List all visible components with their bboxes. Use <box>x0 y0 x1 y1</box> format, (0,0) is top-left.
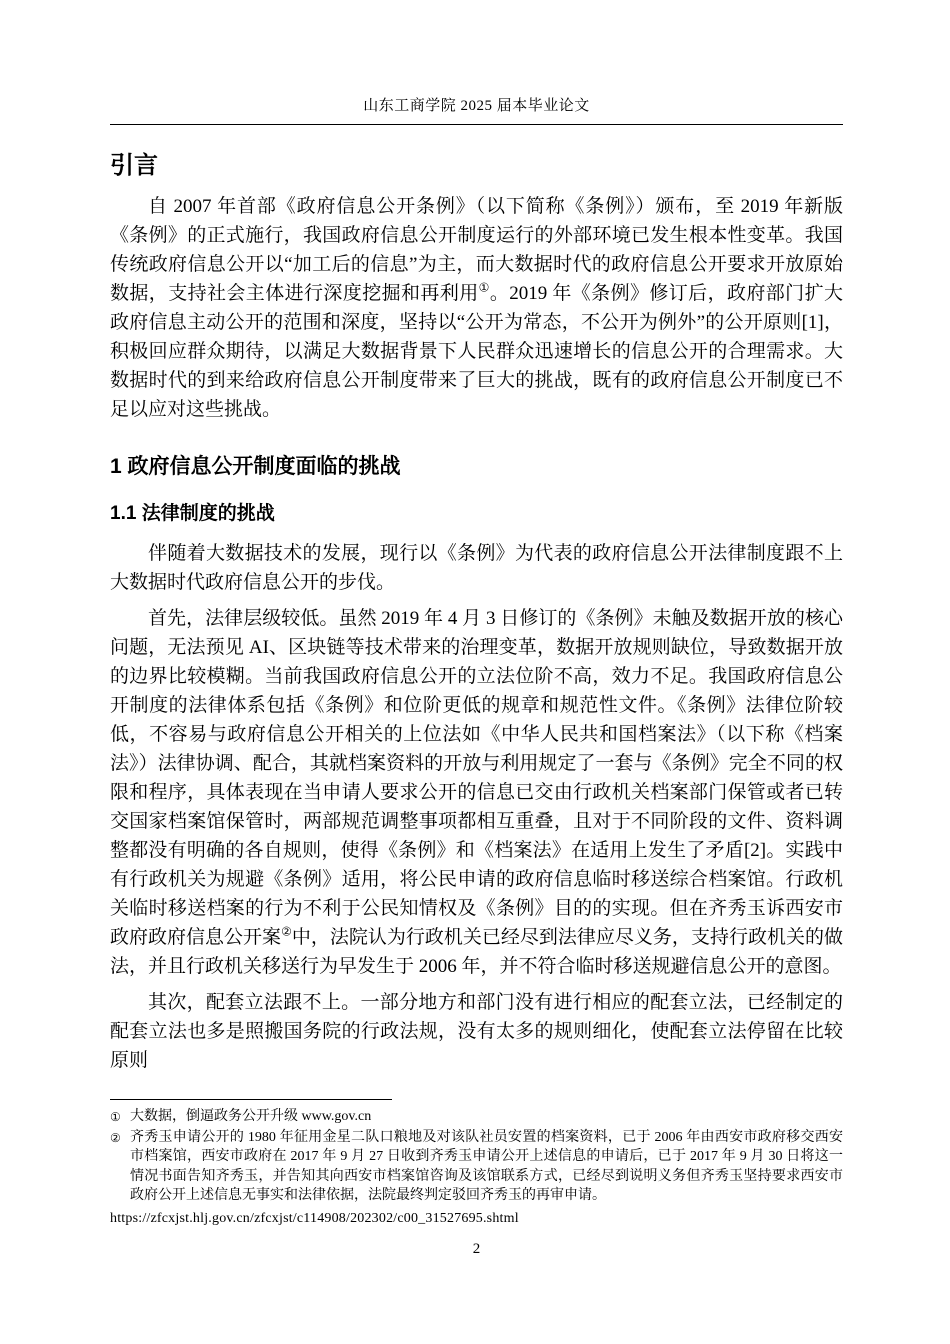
footnote-url-link[interactable]: https://zfcxjst.hlj.gov.cn/zfcxjst/c114908/202302/c00_31527695.shtml <box>110 1210 519 1226</box>
paragraph-text: 中，法院认为行政机关已经尽到法律应尽义务，支持行政机关的做法，并且行政机关移送行为早发生于 2006 年，并不符合临时移送规避信息公开的意图。 <box>110 927 843 977</box>
footnote-separator-rule <box>110 1099 392 1100</box>
footnote-marker: ② <box>110 1130 121 1145</box>
footnote-ref-1: ① <box>478 280 490 295</box>
header-title: 山东工商学院 2025 届本毕业论文 <box>363 98 590 114</box>
paragraph-text: 。2019 年《条例》修订后，政府部门扩大政府信息主动公开的范围和深度，坚持以“公开为常态，不公开为例外”的公开原则[1]，积极回应群众期待，以满足大数据背景下人民群众迅速增长的信息公开的合理需求。大数据时代的到来给政府信息公开制度带来了巨大的挑战，既有的政府信息公开制度已不足以应对这些挑战。 <box>110 283 843 420</box>
footnote-marker: ① <box>110 1110 121 1124</box>
footnote-ref-2: ② <box>281 924 292 939</box>
footnote-item <box>110 1107 843 1128</box>
intro-heading: 引言 <box>110 152 158 179</box>
paragraph-second-point: 其次，配套立法跟不上。一部分地方和部门没有进行相应的配套立法，已经制定的配套立法也多是照搬国务院的行政法规，没有太多的规则细化，使配套立法停留在比较原则 <box>110 992 843 1071</box>
document-content <box>110 125 843 1075</box>
footnote-item <box>110 1128 843 1206</box>
footnotes-section <box>110 1099 843 1228</box>
section-1-heading: 1 政府信息公开制度面临的挑战 <box>110 455 401 478</box>
footnote-text: 齐秀玉申请公开的 1980 年征用金星二队口粮地及对该队社员安置的档案资料，已于 2006 年由西安市政府移交西安市档案馆，西安市政府在 2017 年 9 月 27 日收到齐秀玉申请公开上述信息的申请后，已于 2017 年 9 月 30 日将这一情况书面告知齐秀玉，并告知其向西安市档案馆咨询及该馆联系方式，已经尽到说明义务但齐秀玉坚持要求西安市政府公开上述信息无事实和法律依据，法院最终判定驳回齐秀玉的再审申请。 <box>130 1129 843 1203</box>
paragraph-accompany: 伴随着大数据技术的发展，现行以《条例》为代表的政府信息公开法律制度跟不上大数据时代政府信息公开的步伐。 <box>110 543 843 593</box>
section-1-1-heading: 1.1 法律制度的挑战 <box>110 503 275 524</box>
page-header <box>110 94 843 125</box>
paragraph-intro <box>110 192 843 424</box>
paragraph-first-point <box>110 604 843 981</box>
paragraph-text: 自 2007 年首部《政府信息公开条例》（以下简称《条例》）颁布，至 2019 年新版《条例》的正式施行，我国政府信息公开制度运行的外部环境已发生根本性变革。我国传统政府信息公开以“加工后的信息”为主，而大数据时代的政府信息公开要求开放原始数据，支持社会主体进行深度挖掘和再利用 <box>110 196 843 304</box>
paragraph-text: 首先，法律层级较低。虽然 2019 年 4 月 3 日修订的《条例》未触及数据开放的核心问题，无法预见 AI、区块链等技术带来的治理变革，数据开放规则缺位，导致数据开放的边界比较模糊。当前我国政府信息公开的立法位阶不高，效力不足。我国政府信息公开制度的法律体系包括《条例》和位阶更低的规章和规范性文件。《条例》法律位阶较低，不容易与政府信息公开相关的上位法如《中华人民共和国档案法》（以下称《档案法》）法律协调、配合，其就档案资料的开放与利用规定了一套与《条例》完全不同的权限和程序，具体表现在当申请人要求公开的信息已交由行政机关档案部门保管或者已转交国家档案馆保管时，两部规范调整事项都相互重叠，且对于不同阶段的文件、资料调整都没有明确的各自规则，使得《条例》和《档案法》在适用上发生了矛盾[2]。实践中有行政机关为规避《条例》适用，将公民申请的政府信息临时移送综合档案馆。行政机关临时移送档案的行为不利于公民知情权及《条例》目的的实现。但在齐秀玉诉西安市政府政府信息公开案 <box>110 608 843 948</box>
page-number: 2 <box>472 1241 481 1257</box>
footnote-text: 大数据，倒逼政务公开升级 www.gov.cn <box>130 1109 372 1124</box>
